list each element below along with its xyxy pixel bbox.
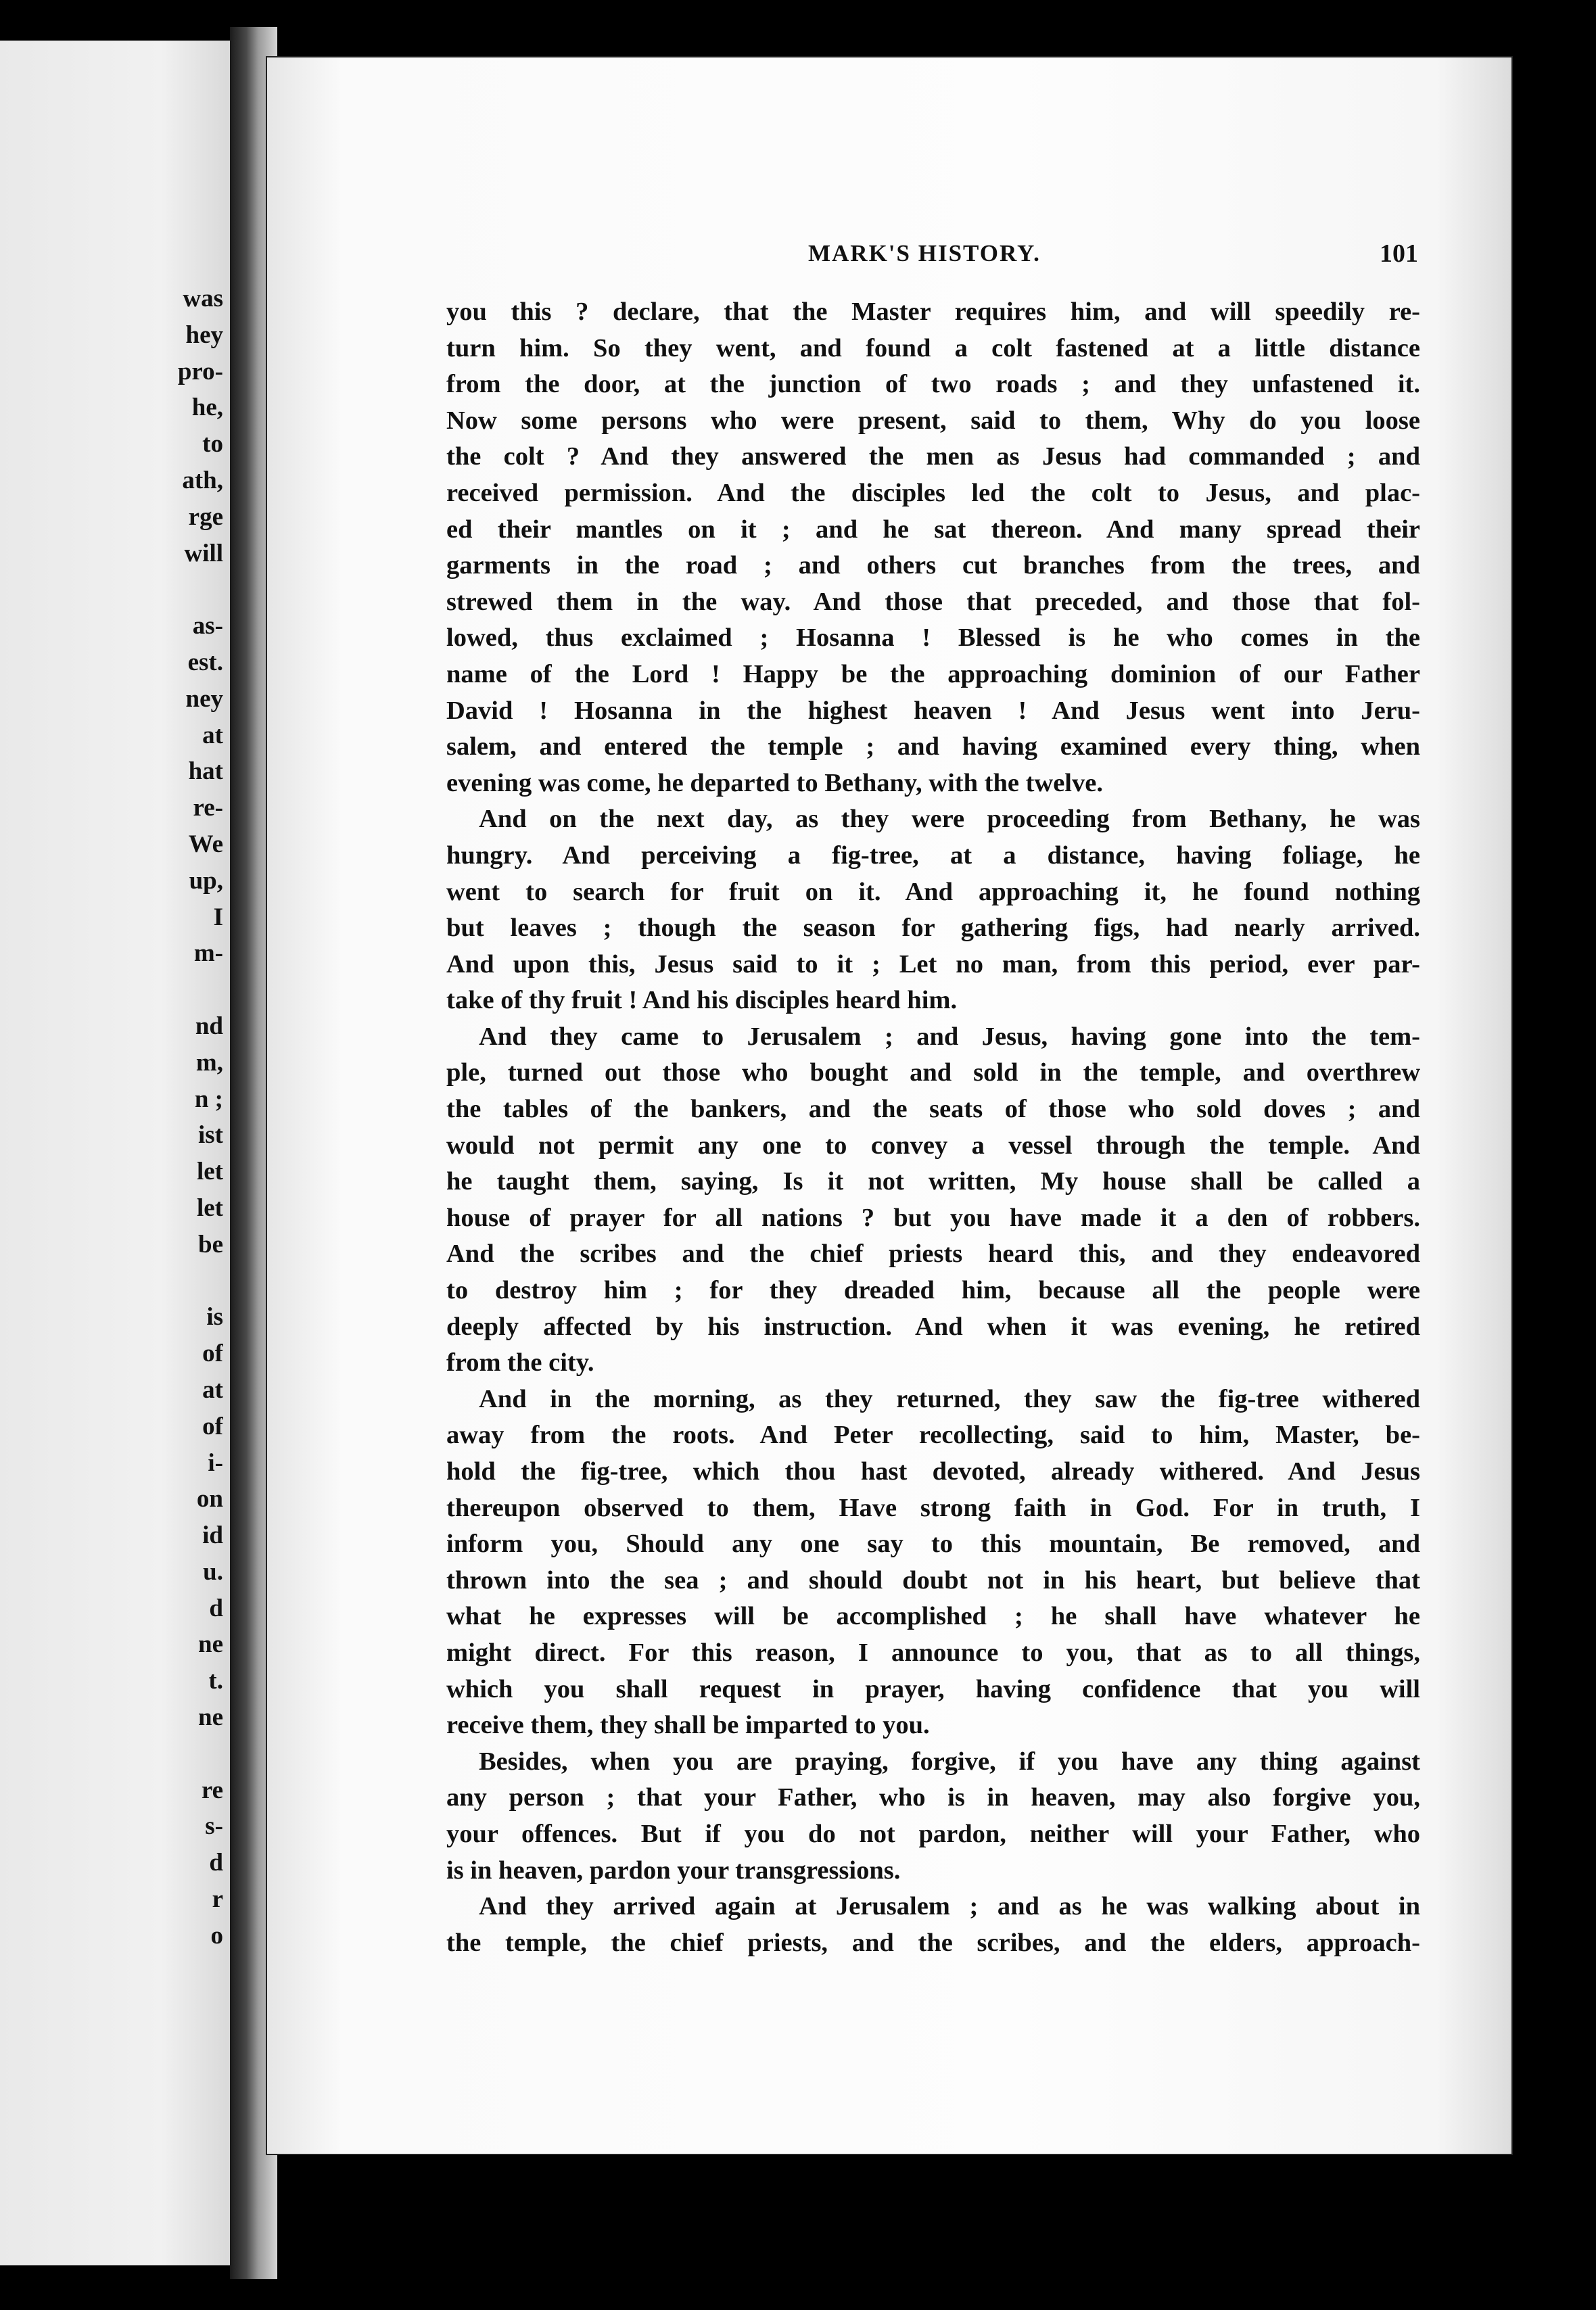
left-page-fragment: of (202, 1412, 223, 1440)
text-line: what he expresses will be accomplished ; he shall have whatever he (446, 1602, 1420, 1631)
left-page-fragment: be (198, 1230, 223, 1258)
text-line: hungry. And perceiving a fig-tree, at a distance, having foliage, he (446, 841, 1420, 870)
left-page-fragment: id (202, 1522, 223, 1550)
text-line: ple, turned out those who bought and sold in the temple, and overthrew (446, 1058, 1420, 1087)
left-page-fragment: pro- (177, 357, 223, 385)
left-page-fragment: m, (195, 1048, 223, 1077)
text-line: away from the roots. And Peter recollecting, said to him, Master, be- (446, 1421, 1420, 1450)
left-page-fragment: m- (193, 939, 223, 968)
left-page-fragment: he, (191, 394, 223, 422)
left-page-fragment: nd (195, 1012, 223, 1040)
left-page-fragment: ne (198, 1703, 223, 1732)
left-page-fragment: ney (185, 684, 223, 713)
text-line: salem, and entered the temple ; and having examined every thing, when (446, 732, 1420, 761)
text-line: take of thy fruit ! And his disciples heard him. (446, 986, 958, 1015)
left-page-fragment: s- (205, 1812, 223, 1841)
left-page-fragment: i- (208, 1448, 223, 1477)
text-line: ed their mantles on it ; and he sat thereon. And many spread their (446, 515, 1420, 544)
text-line: is in heaven, pardon your transgressions. (446, 1856, 901, 1885)
left-page-fragment: hat (188, 757, 223, 786)
text-line: would not permit any one to convey a vessel through the temple. And (446, 1131, 1420, 1160)
text-line: receive them, they shall be imparted to you. (446, 1711, 930, 1740)
text-line: thereupon observed to them, Have strong faith in God. For in truth, I (446, 1493, 1420, 1522)
left-page-fragment: n ; (194, 1085, 223, 1113)
left-page-fragment: at (202, 721, 223, 749)
left-page-fragment: u. (203, 1557, 223, 1586)
text-line: house of prayer for all nations ? but you have made it a den of robbers. (446, 1203, 1420, 1232)
text-line: Now some persons who were present, said to them, Why do you loose (446, 406, 1420, 435)
text-line: strewed them in the way. And those that preceded, and those that fol- (446, 587, 1420, 616)
text-line: And in the morning, as they returned, they saw the fig-tree withered (479, 1384, 1420, 1413)
left-page-fragment: of (202, 1340, 223, 1368)
text-line: inform you, Should any one say to this mountain, Be removed, and (446, 1530, 1420, 1559)
text-line: garments in the road ; and others cut branches from the trees, and (446, 551, 1420, 580)
text-line: any person ; that your Father, who is in heaven, may also forgive you, (446, 1783, 1420, 1812)
left-page-fragment: d (209, 1594, 223, 1622)
left-page-fragment: ne (198, 1630, 223, 1659)
left-page-fragment: re- (193, 794, 223, 822)
text-line: turn him. So they went, and found a colt fastened at a little distance (446, 333, 1420, 362)
left-page-fragment: r (212, 1885, 223, 1914)
text-line: the colt ? And they answered the men as Jesus had commanded ; and (446, 442, 1420, 471)
left-page-fragment (0, 1263, 223, 1300)
text-line: And the scribes and the chief priests heard this, and they endeavored (446, 1240, 1420, 1269)
text-line: And they arrived again at Jerusalem ; and as he was walking about in (479, 1892, 1420, 1921)
text-line: hold the fig-tree, which thou hast devoted, already withered. And Jesus (446, 1457, 1420, 1486)
left-page-fragment: will (184, 539, 223, 567)
running-title: MARK'S HISTORY. (808, 240, 1041, 266)
text-line: thrown into the sea ; and should doubt not in his heart, but believe that (446, 1565, 1420, 1595)
text-line: from the door, at the junction of two roads ; and they unfastened it. (446, 370, 1420, 399)
left-page-fragment: rge (188, 502, 223, 531)
text-line: to destroy him ; for they dreaded him, because all the people were (446, 1276, 1420, 1305)
left-page-fragment: at (202, 1375, 223, 1404)
text-line: name of the Lord ! Happy be the approaching dominion of our Father (446, 659, 1420, 688)
left-page-fragment: o (210, 1921, 223, 1950)
text-line: but leaves ; though the season for gathering figs, had nearly arrived. (446, 914, 1420, 943)
text-line: And they came to Jerusalem ; and Jesus, having gone into the tem- (479, 1022, 1420, 1051)
text-line: you this ? declare, that the Master requires him, and will speedily re- (446, 298, 1420, 326)
text-line: which you shall request in prayer, having confidence that you will (446, 1674, 1420, 1703)
text-line: might direct. For this reason, I announce to you, that as to all things, (446, 1638, 1420, 1667)
left-page-fragment: to (202, 430, 223, 458)
text-line: went to search for fruit on it. And approaching it, he found nothing (446, 877, 1420, 906)
text-line: from the city. (446, 1348, 594, 1377)
left-page-fragment: hey (185, 321, 223, 349)
left-page-fragment (0, 1736, 223, 1772)
left-page-fragment: let (196, 1194, 223, 1222)
page-number: 101 (1380, 239, 1418, 268)
left-page-fragment: We (188, 830, 223, 858)
left-page-fragment: was (183, 285, 223, 312)
left-page-fragment: d (209, 1849, 223, 1877)
text-line: he taught them, saying, Is it not written, My house shall be called a (446, 1167, 1420, 1196)
left-page-fragment (0, 571, 223, 608)
text-line: received permission. And the disciples led the colt to Jesus, and plac- (446, 478, 1420, 507)
left-page-fragment: on (196, 1485, 223, 1513)
text-line: the temple, the chief priests, and the scribes, and the elders, approach- (446, 1928, 1420, 1957)
left-page-fragment: I (213, 903, 223, 931)
text-line: your offences. But if you do not pardon, neither will your Father, who (446, 1819, 1420, 1848)
left-page-fragment: ist (198, 1121, 223, 1150)
left-page-fragment: is (206, 1303, 223, 1331)
text-line: And on the next day, as they were proceeding from Bethany, he was (479, 805, 1420, 834)
text-line: lowed, thus exclaimed ; Hosanna ! Blessed is he who comes in the (446, 623, 1420, 653)
left-page-fragment: est. (187, 648, 223, 676)
left-page-fragment: t. (208, 1667, 223, 1695)
left-page-fragment (0, 972, 223, 1008)
left-page-fragment: as- (192, 612, 223, 640)
text-line: David ! Hosanna in the highest heaven ! And Jesus went into Jeru- (446, 696, 1420, 725)
text-line: Besides, when you are praying, forgive, if you have any thing against (479, 1747, 1420, 1776)
left-page-fragment: up, (189, 866, 223, 895)
text-line: deeply affected by his instruction. And when it was evening, he retired (446, 1312, 1420, 1341)
text-line: evening was come, he departed to Bethany, with the twelve. (446, 768, 1103, 797)
text-line: And upon this, Jesus said to it ; Let no man, from this period, ever par- (446, 949, 1420, 979)
text-line: the tables of the bankers, and the seats of those who sold doves ; and (446, 1095, 1420, 1124)
left-page-fragments (0, 281, 223, 1954)
left-page-fragment: re (201, 1776, 223, 1804)
left-page-fragment: let (196, 1158, 223, 1186)
page-body-text (446, 294, 1420, 1961)
left-page-fragment: ath, (182, 466, 223, 494)
